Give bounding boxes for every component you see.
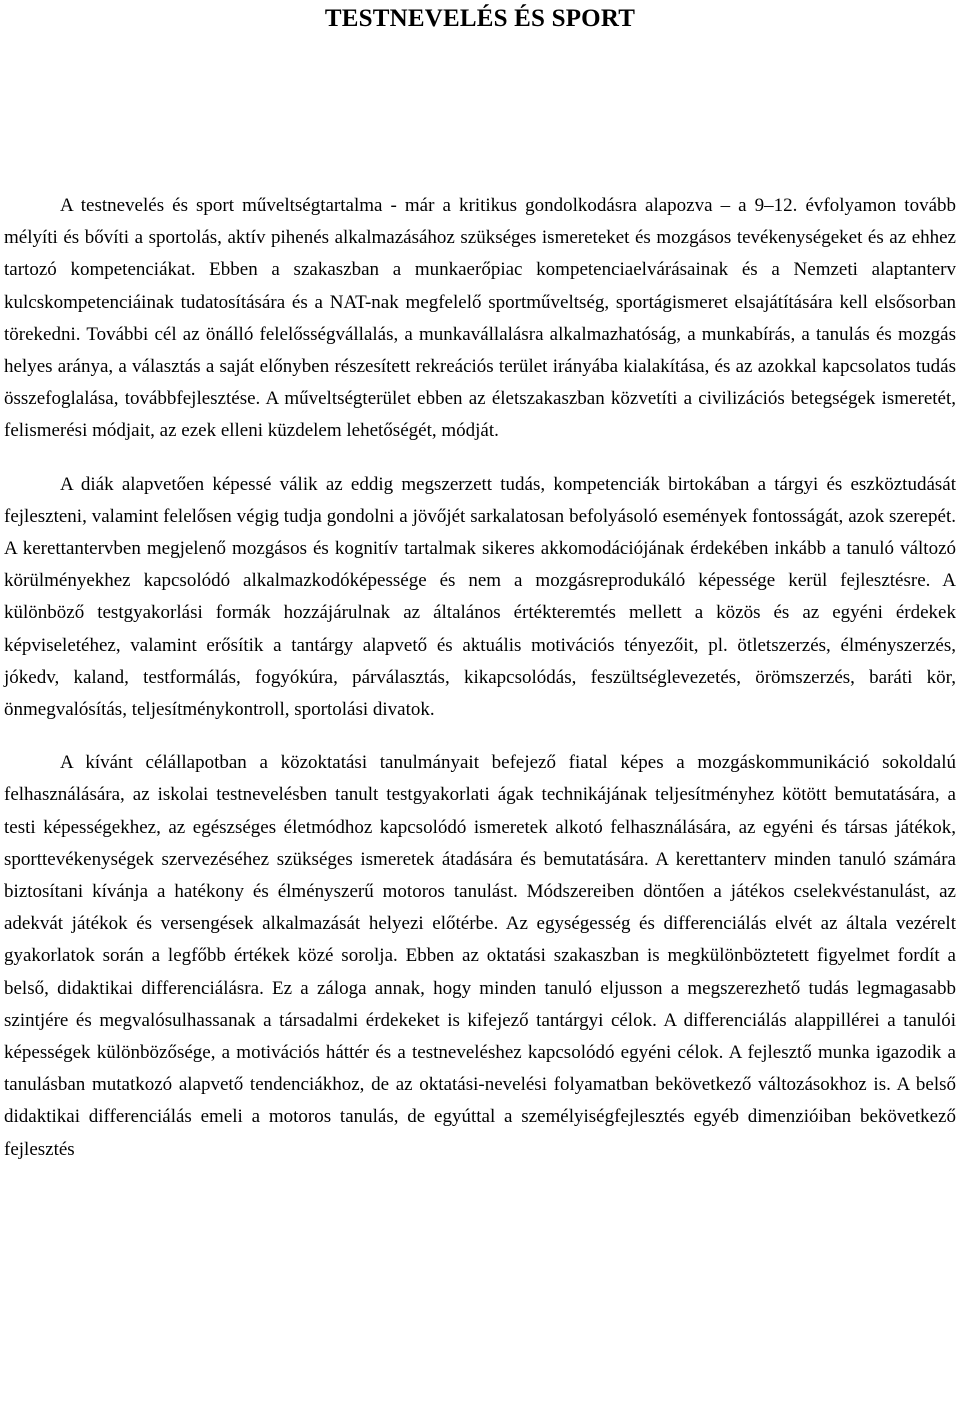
paragraph-student-abilities: A diák alapvetően képessé válik az eddig megszerzett tudás, kompetenciák birtokában a tárgyi és eszköztudását fejleszteni, valamint felelősen végig tudja gondolni a jövőjét sarkalatosan befolyásoló események fontosságát, azok szerepét. A kerettantervben megjelenő mozgásos és kognitív tartalmak sikeres akkomodációjának érdekében inkább a tanuló változó körülményekhez kapcsolódó alkalmazkodóképessége és nem a mozgásreprodukáló képessége kerül fejlesztésre. A különböző testgyakorlási formák hozzájárulnak az általános értékteremtés mellett a közös és az egyéni érdekek képviseletéhez, valamint erősítik a tantárgy alapvető és aktuális motivációs tényezőit, pl. ötletszerzés, élményszerzés, jókedv, kaland, testformálás, fogyókúra, párválasztás, kikapcsolódás, feszültséglevezetés, örömszerzés, baráti kör, önmegvalósítás, teljesítménykontroll, sportolási divatok. — [4, 473, 956, 721]
paragraph-intro: A testnevelés és sport műveltségtartalma - már a kritikus gondolkodásra alapozva – a 9–12. évfolyamon tovább mélyíti és bővíti a sportolás, aktív pihenés alkalmazásához szükséges ismereteket és mozgásos tevékenységeket és az ehhez tartozó kompetenciákat. Ebben a szakaszban a munkaerőpiac kompetenciaelvárásainak és a Nemzeti alaptanterv kulcskompetenciáinak tudatosítására és a NAT-nak megfelelő sportműveltség, sportágismeret elsajátítására kell elsősorban törekedni. További cél az önálló felelősségvállalás, a munkavállalásra alkalmazhatóság, a munkabírás, a tanulás és mozgás helyes aránya, a választás a saját előnyben részesített rekreációs terület irányába kialakítása, és az azokkal kapcsolatos tudás összefoglalása, továbbfejlesztése. A műveltségterület ebben az életszakaszban közvetíti a civilizációs betegségek ismeretét, felismerési módjait, az ezek elleni küzdelem lehetőségét, módját. — [4, 195, 956, 442]
paragraph-target-state: A kívánt célállapotban a közoktatási tanulmányait befejező fiatal képes a mozgáskommunikáció sokoldalú felhasználására, az iskolai testnevelésben tanult testgyakorlati ágak technikájának teljesítményhez kötött bemutatására, a testi képességekhez, az egészséges életmódhoz kapcsolódó ismeretek alkotó felhasználására, az egyéni és társas játékok, sporttevékenységek szervezéséhez szükséges ismeretek átadására és bemutatására. A kerettanterv minden tanuló számára biztosítani kívánja a hatékony és élményszerű motoros tanulást. Módszereiben döntően a játékos cselekvéstanulást, az adekvát játékok és versengések alkalmazását helyezi előtérbe. Az egységesség és differenciálás elvét az általa vezérelt gyakorlatok során a legfőbb értékek közé sorolja. Ebben az oktatási szakaszban is megkülönböztetett figyelmet fordít a belső, didaktikai differenciálásra. Ez a záloga annak, hogy minden tanuló eljusson a megszerezhető tudás legmagasabb szintjére és megvalósulhassanak a társadalmi érdekeket is kifejező tantárgyi célok. A differenciálás alappillérei a tanulói képességek különbözősége, a motivációs háttér és a testneveléshez kapcsolódó egyéni célok. A fejlesztő munka igazodik a tanulásban mutatkozó alapvető tendenciákhoz, de az oktatási-nevelési folyamatban bekövetkező változásokhoz is. A belső didaktikai differenciálás emeli a motoros tanulás, de egyúttal a személyiségfejlesztés egyéb dimenzióiban bekövetkező fejlesztés — [4, 752, 956, 1160]
document-title: TESTNEVELÉS ÉS SPORT — [324, 5, 636, 32]
